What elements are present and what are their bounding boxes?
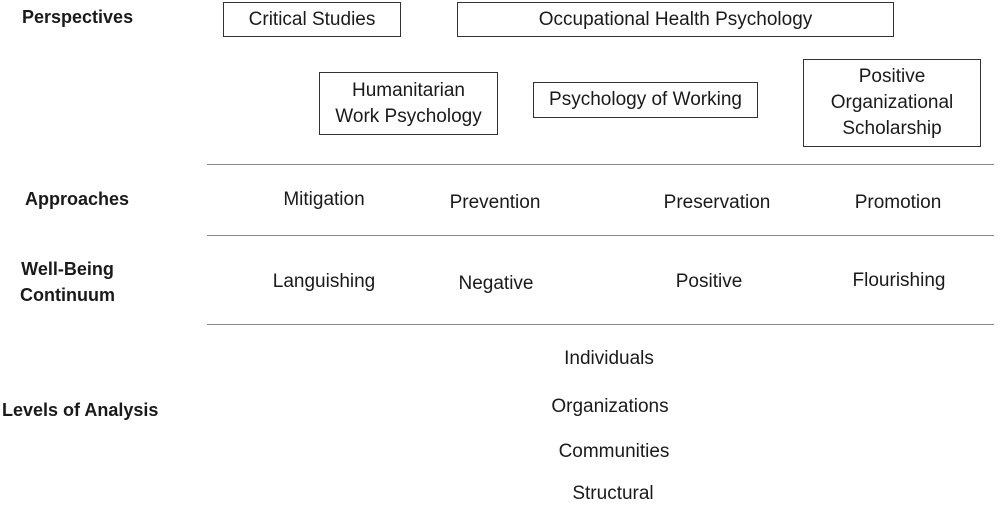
wellbeing-continuum-label: Well-Being Continuum [20, 259, 115, 305]
wellbeing-languishing: Languishing [272, 271, 376, 292]
wellbeing-positive: Positive [675, 271, 743, 292]
approach-promotion: Promotion [854, 192, 942, 213]
level-structural: Structural [572, 483, 654, 504]
wellbeing-flourishing: Flourishing [852, 270, 946, 291]
approach-mitigation: Mitigation [283, 189, 365, 210]
critical-studies-box: Critical Studies [223, 2, 401, 37]
approaches-label: Approaches [25, 189, 130, 209]
perspectives-label: Perspectives [22, 7, 134, 27]
divider-perspectives-approaches [207, 164, 994, 165]
divider-wellbeing-levels [207, 324, 994, 325]
levels-of-analysis-label: Levels of Analysis [2, 400, 159, 420]
level-organizations: Organizations [551, 396, 669, 417]
level-individuals: Individuals [564, 348, 654, 369]
occupational-health-psychology-box: Occupational Health Psychology [457, 2, 894, 37]
humanitarian-work-psychology-box: Humanitarian Work Psychology [319, 72, 498, 135]
approach-prevention: Prevention [449, 192, 541, 213]
positive-organizational-scholarship-box: Positive Organizational Scholarship [803, 59, 981, 147]
approach-preservation: Preservation [663, 192, 771, 213]
psychology-of-working-box: Psychology of Working [533, 82, 758, 118]
level-communities: Communities [558, 441, 670, 462]
wellbeing-negative: Negative [458, 273, 534, 294]
divider-approaches-wellbeing [207, 235, 994, 236]
